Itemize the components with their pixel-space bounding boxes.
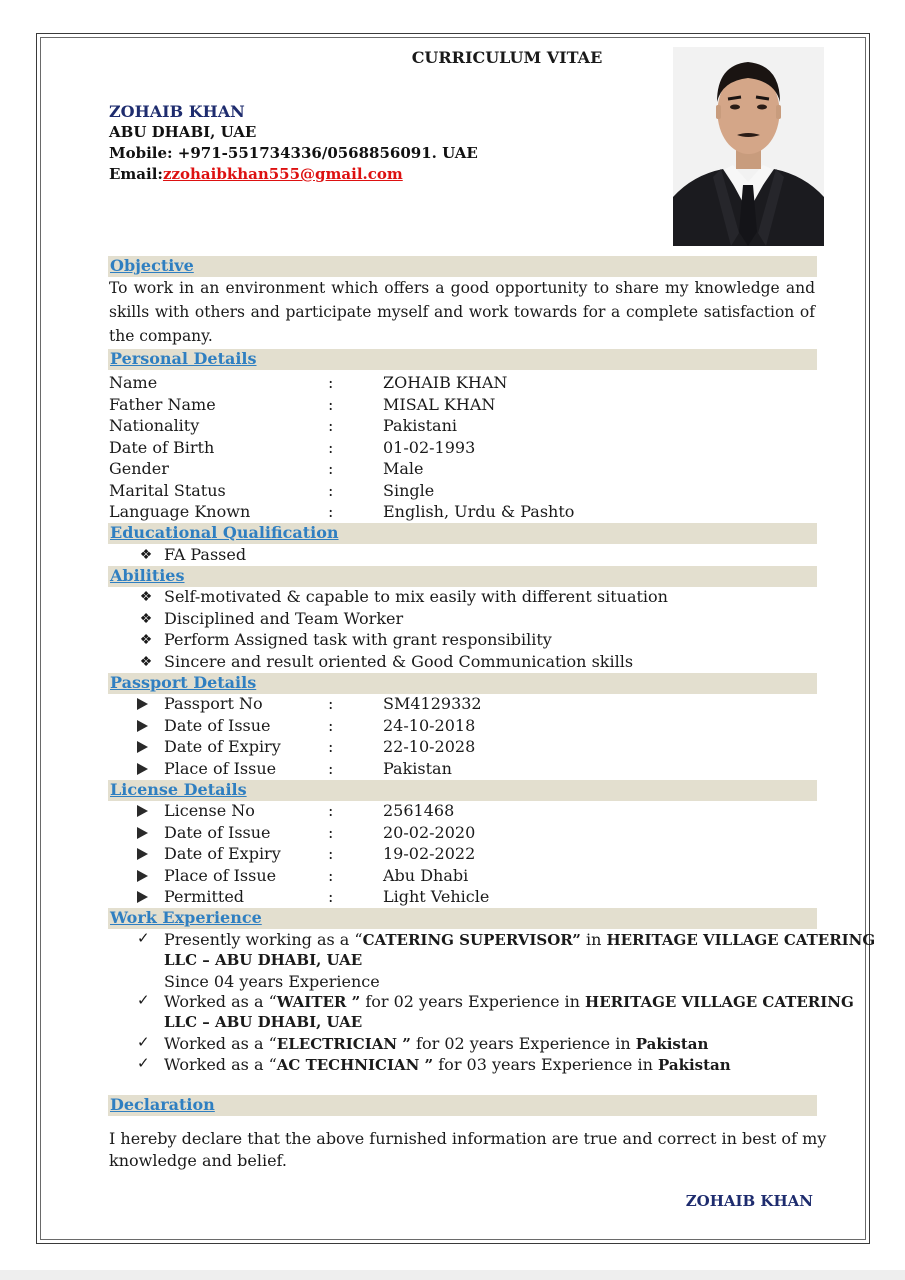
detail-label: Language Known bbox=[109, 502, 251, 521]
detail-row bbox=[0, 501, 905, 523]
work-item-line bbox=[164, 1033, 708, 1055]
detail-row bbox=[0, 437, 905, 459]
detail-row bbox=[0, 736, 905, 758]
detail-colon: : bbox=[328, 887, 334, 906]
objective-text: To work in an environment which offers a good opportunity to share my knowledge and skills with others and participate myself and work towards for a complete satisfaction of the company. bbox=[109, 279, 815, 345]
list-item bbox=[0, 586, 905, 608]
detail-colon: : bbox=[328, 801, 334, 820]
work-experience-heading: Work Experience bbox=[110, 908, 262, 927]
work-employer: HERITAGE VILLAGE CATERING bbox=[606, 931, 876, 949]
detail-value: MISAL KHAN bbox=[383, 394, 496, 414]
detail-label: Gender bbox=[109, 459, 169, 478]
abilities-heading: Abilities bbox=[110, 566, 185, 585]
checkmark-icon: ✓ bbox=[137, 1054, 150, 1072]
detail-row bbox=[0, 715, 905, 737]
list-item-text: FA Passed bbox=[164, 545, 247, 564]
detail-label: Father Name bbox=[109, 394, 216, 414]
detail-row bbox=[0, 693, 905, 715]
work-employer-location: LLC – ABU DHABI, UAE bbox=[164, 1013, 363, 1031]
detail-value: Abu Dhabi bbox=[383, 865, 469, 885]
email-label: Email: bbox=[109, 165, 163, 183]
detail-label: Marital Status bbox=[109, 480, 226, 500]
header-email-row bbox=[109, 165, 403, 183]
arrow-bullet-icon bbox=[137, 720, 148, 732]
arrow-bullet-icon bbox=[137, 741, 148, 753]
detail-label: Date of Expiry bbox=[164, 737, 281, 756]
detail-label: Date of Expiry bbox=[164, 844, 281, 863]
work-text: for 03 years Experience in bbox=[433, 1055, 658, 1074]
work-employer: Pakistan bbox=[635, 1035, 709, 1053]
profile-photo bbox=[673, 47, 824, 246]
detail-colon: : bbox=[328, 737, 334, 756]
detail-value: 24-10-2018 bbox=[383, 715, 476, 735]
detail-row bbox=[0, 394, 905, 416]
document-title: CURRICULUM VITAE bbox=[411, 48, 603, 67]
work-text: Presently working as a “ bbox=[164, 930, 363, 949]
declaration-heading: Declaration bbox=[110, 1095, 215, 1114]
work-duration: Since 04 years Experience bbox=[164, 972, 380, 991]
detail-label: Permitted bbox=[164, 887, 245, 906]
work-role: WAITER ” bbox=[276, 993, 361, 1011]
detail-colon: : bbox=[328, 502, 334, 521]
detail-row bbox=[0, 886, 905, 908]
checkmark-icon: ✓ bbox=[137, 929, 150, 947]
detail-value: 19-02-2022 bbox=[383, 844, 476, 863]
work-item-line bbox=[164, 929, 875, 951]
header-mobile: Mobile: +971-551734336/0568856091. UAE bbox=[109, 144, 478, 162]
arrow-bullet-icon bbox=[137, 848, 148, 860]
detail-colon: : bbox=[328, 459, 334, 478]
detail-label: License No bbox=[164, 801, 255, 820]
detail-colon: : bbox=[328, 758, 334, 778]
work-text: for 02 years Experience in bbox=[410, 1034, 636, 1053]
detail-value: Pakistan bbox=[383, 758, 452, 778]
detail-value: Pakistani bbox=[383, 416, 457, 435]
signature-name: ZOHAIB KHAN bbox=[685, 1192, 813, 1210]
detail-row bbox=[0, 843, 905, 865]
work-employer: HERITAGE VILLAGE CATERING bbox=[585, 993, 854, 1011]
detail-label: Nationality bbox=[109, 416, 200, 435]
detail-colon: : bbox=[328, 437, 334, 457]
work-employer-location: LLC – ABU DHABI, UAE bbox=[164, 951, 363, 969]
arrow-bullet-icon bbox=[137, 891, 148, 903]
detail-label: Place of Issue bbox=[164, 758, 277, 778]
work-text: Worked as a “ bbox=[164, 1034, 277, 1053]
passport-heading: Passport Details bbox=[110, 673, 257, 692]
detail-value: Male bbox=[383, 459, 424, 478]
list-item-text: Self-motivated & capable to mix easily with different situation bbox=[164, 587, 668, 606]
detail-value: ZOHAIB KHAN bbox=[383, 373, 508, 392]
checkmark-icon: ✓ bbox=[137, 1033, 150, 1051]
work-role: ELECTRICIAN ” bbox=[276, 1035, 411, 1053]
detail-value: English, Urdu & Pashto bbox=[383, 502, 575, 521]
bottom-strip bbox=[0, 1270, 905, 1280]
header-name: ZOHAIB KHAN bbox=[109, 102, 245, 121]
detail-label: Name bbox=[109, 373, 158, 392]
detail-row bbox=[0, 758, 905, 780]
list-item bbox=[0, 629, 905, 651]
detail-row bbox=[0, 415, 905, 437]
detail-colon: : bbox=[328, 715, 334, 735]
list-item-text: Disciplined and Team Worker bbox=[164, 608, 404, 628]
detail-colon: : bbox=[328, 865, 334, 885]
arrow-bullet-icon bbox=[137, 870, 148, 882]
diamond-bullet-icon: ❖ bbox=[139, 632, 153, 648]
diamond-bullet-icon: ❖ bbox=[139, 589, 153, 605]
list-item-text: Perform Assigned task with grant responsibility bbox=[164, 630, 552, 649]
work-text: Worked as a “ bbox=[164, 992, 277, 1011]
detail-value: Light Vehicle bbox=[383, 887, 490, 906]
detail-value: 22-10-2028 bbox=[383, 737, 476, 756]
detail-row bbox=[0, 480, 905, 502]
detail-value: SM4129332 bbox=[383, 694, 482, 713]
work-role: CATERING SUPERVISOR” bbox=[362, 931, 581, 949]
work-text: Worked as a “ bbox=[164, 1055, 277, 1074]
detail-value: 20-02-2020 bbox=[383, 822, 476, 842]
list-item bbox=[0, 651, 905, 673]
objective-bar bbox=[108, 256, 817, 277]
detail-colon: : bbox=[328, 844, 334, 863]
header-location: ABU DHABI, UAE bbox=[109, 123, 257, 141]
detail-label: Passport No bbox=[164, 694, 263, 713]
work-text: in bbox=[580, 930, 607, 949]
diamond-bullet-icon: ❖ bbox=[139, 610, 153, 627]
education-heading: Educational Qualification bbox=[110, 523, 339, 542]
list-item bbox=[0, 544, 905, 566]
detail-label: Date of Birth bbox=[109, 437, 215, 457]
detail-value: 01-02-1993 bbox=[383, 437, 476, 457]
detail-colon: : bbox=[328, 373, 334, 392]
detail-row bbox=[0, 865, 905, 887]
detail-label: Date of Issue bbox=[164, 822, 271, 842]
personal-details-heading: Personal Details bbox=[110, 349, 257, 368]
detail-value: 2561468 bbox=[383, 801, 455, 820]
work-text: for 02 years Experience in bbox=[360, 992, 586, 1011]
detail-colon: : bbox=[328, 694, 334, 713]
detail-value: Single bbox=[383, 480, 435, 500]
work-item-line bbox=[164, 1054, 731, 1076]
diamond-bullet-icon: ❖ bbox=[139, 653, 153, 670]
detail-label: Place of Issue bbox=[164, 865, 277, 885]
detail-row bbox=[0, 800, 905, 822]
license-heading: License Details bbox=[110, 780, 247, 799]
work-role: AC TECHNICIAN ” bbox=[276, 1056, 434, 1074]
checkmark-icon: ✓ bbox=[137, 991, 150, 1009]
abilities-bar bbox=[108, 566, 817, 587]
detail-colon: : bbox=[328, 822, 334, 842]
arrow-bullet-icon bbox=[137, 763, 148, 775]
objective-heading: Objective bbox=[110, 256, 194, 275]
diamond-bullet-icon: ❖ bbox=[139, 547, 153, 563]
work-employer: Pakistan bbox=[657, 1056, 731, 1074]
detail-label: Date of Issue bbox=[164, 715, 271, 735]
arrow-bullet-icon bbox=[137, 805, 148, 817]
detail-colon: : bbox=[328, 394, 334, 414]
arrow-bullet-icon bbox=[137, 698, 148, 710]
email-link[interactable]: zzohaibkhan555@gmail.com bbox=[162, 165, 403, 183]
declaration-line-1: I hereby declare that the above furnished information are true and correct in best of my bbox=[109, 1129, 827, 1148]
detail-row bbox=[0, 822, 905, 844]
work-item-line bbox=[164, 991, 854, 1013]
detail-row bbox=[0, 372, 905, 394]
detail-colon: : bbox=[328, 416, 334, 435]
arrow-bullet-icon bbox=[137, 827, 148, 839]
list-item bbox=[0, 608, 905, 630]
detail-row bbox=[0, 458, 905, 480]
declaration-line-2: knowledge and belief. bbox=[109, 1151, 287, 1170]
detail-colon: : bbox=[328, 480, 334, 500]
list-item-text: Sincere and result oriented & Good Communication skills bbox=[164, 651, 634, 671]
